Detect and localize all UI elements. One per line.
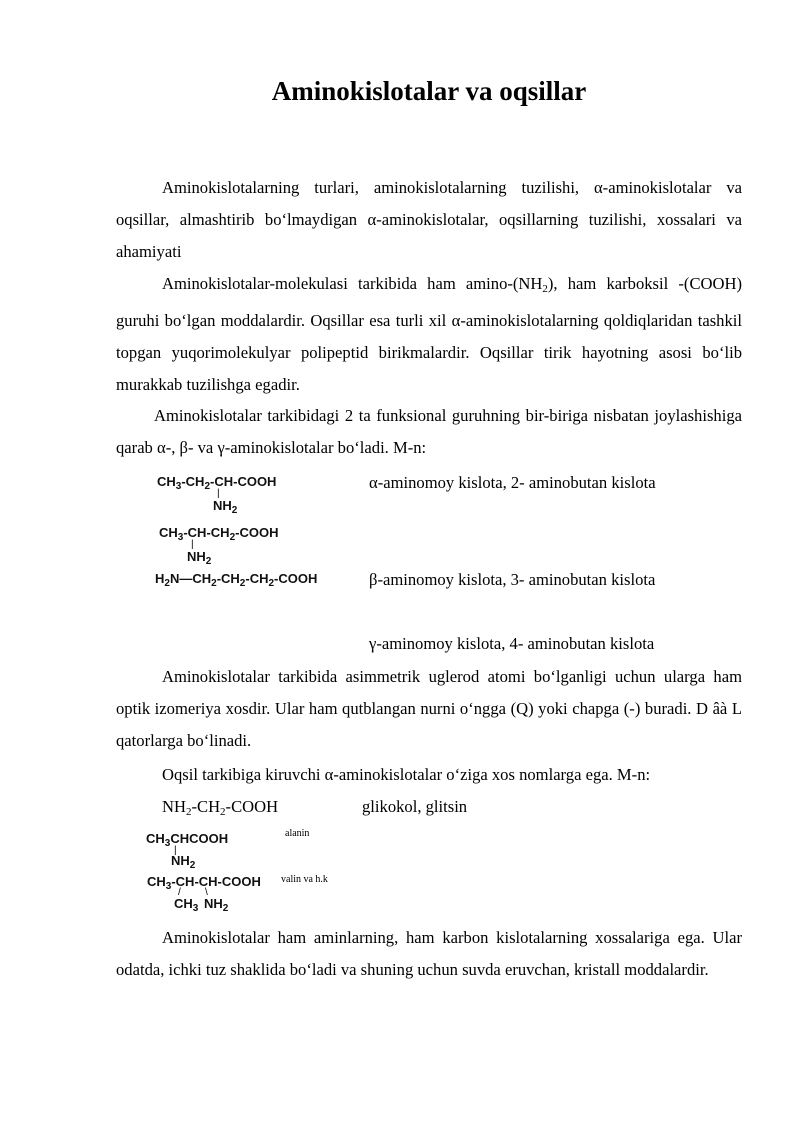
definition-part-1: Aminokislotalar-molekulasi tarkibida ham amino-(NH bbox=[162, 274, 543, 293]
formula-alpha-amino: $NH_2$ bbox=[213, 498, 238, 516]
paragraph-classification: Aminokislotalar tarkibidagi 2 ta funksional guruhning bir-biriga nisbatan joylashishiga qarab α-, β- va γ-aminokislotalar bo‘ladi. M-n: bbox=[116, 406, 742, 457]
paragraph-definition bbox=[116, 268, 742, 401]
formula-valine-methyl: $CH_3$ bbox=[174, 896, 199, 914]
formula-alpha: $CH_3-CH_2-CH$-COOH bbox=[157, 474, 277, 492]
formula-valine: $CH_3-CH-CH$-COOH bbox=[147, 874, 261, 892]
bond-line: / bbox=[178, 887, 181, 898]
bond-line: | bbox=[191, 539, 194, 550]
nh2-subscript: 2 bbox=[542, 283, 548, 295]
bond-line: \ bbox=[205, 887, 208, 898]
definition-part-2: ), ham karboksil -(COOH) guruhi bo‘lgan moddalardir. Oqsillar esa turli xil α-aminokislotalarning qoldiqlaridan tashkil topgan yuqorimolekulyar polipeptid birikmalardir. Oqsillar tirik hayotning asosi bo‘lib murakkab tuzilishga egadir. bbox=[116, 274, 743, 394]
formula-alanine: $CH_3CHCOOH$ bbox=[146, 831, 229, 849]
page-title: Aminokislotalar va oqsillar bbox=[271, 76, 587, 106]
label-alanine: alanin bbox=[285, 828, 310, 839]
formula-alanine-amino: $NH_2$ bbox=[171, 853, 196, 871]
formula-beta-amino: $NH_2$ bbox=[187, 549, 212, 567]
formula-valine-amino: $NH_2$ bbox=[204, 896, 229, 914]
formula-gamma: $H_2N—CH_2-CH_2-CH_2$-COOH bbox=[155, 571, 318, 589]
label-gamma: γ-aminomoy kislota, 4- aminobutan kislota bbox=[369, 634, 655, 653]
bond-line: | bbox=[174, 845, 177, 856]
formula-beta: $CH_3-CH-CH_2$-COOH bbox=[159, 525, 279, 543]
label-beta: β-aminomoy kislota, 3- aminobutan kislota bbox=[369, 570, 656, 589]
bond-line: | bbox=[217, 488, 220, 499]
paragraph-properties: Aminokislotalar ham aminlarning, ham karbon kislotalarning xossalariga ega. Ular odatda, ichki tuz shaklida bo‘ladi va shuning uchun suvda eruvchan, kristall moddalardir. bbox=[116, 928, 742, 979]
formula-glycine: $NH_2-CH_2$-COOH bbox=[162, 797, 279, 818]
label-glycine: glikokol, glitsin bbox=[362, 797, 468, 816]
label-alpha: α-aminomoy kislota, 2- aminobutan kislota bbox=[369, 473, 656, 492]
paragraph-optical: Aminokislotalar tarkibida asimmetrik uglerod atomi bo‘lganligi uchun ularga ham optik izomeriya xosdir. Ular ham qutblangan nurni o‘ngga (Q) yoki chapga (-) buradi. D âà L qatorlarga bo‘linadi. bbox=[116, 667, 742, 750]
label-valine: valin va h.k bbox=[281, 874, 328, 885]
paragraph-names: Oqsil tarkibiga kiruvchi α-aminokislotalar o‘ziga xos nomlarga ega. M-n: bbox=[162, 765, 651, 784]
paragraph-intro: Aminokislotalarning turlari, aminokislotalarning tuzilishi, α-aminokislotalar va oqsillar, almashtirib bo‘lmaydigan α-aminokislotalar, oqsillarning tuzilishi, xossalari va ahamiyati bbox=[116, 178, 742, 261]
